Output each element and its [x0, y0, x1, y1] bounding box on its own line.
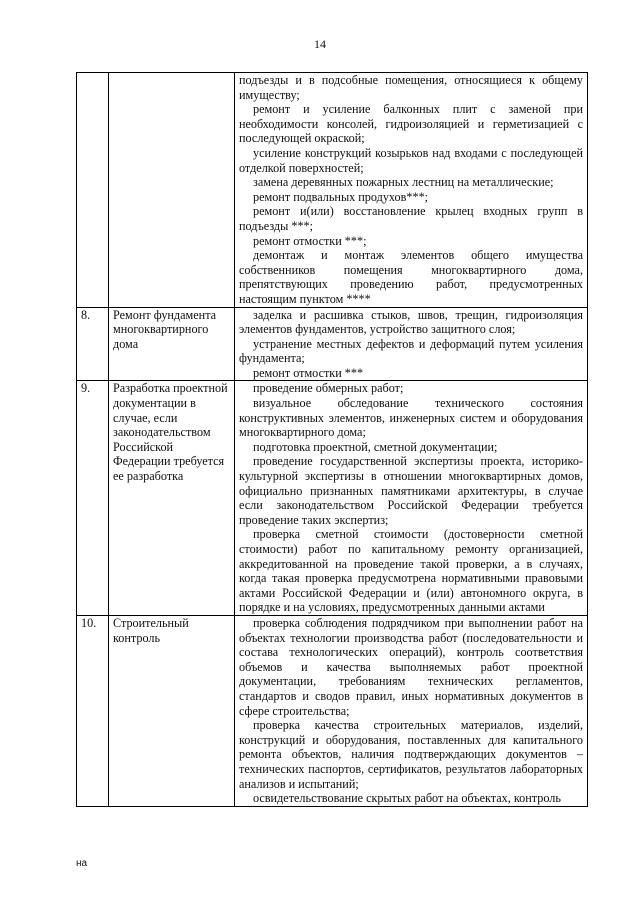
- table-row: [77, 307, 588, 381]
- work-item: освидетельствование скрытых работ на объектах, контроль: [253, 791, 561, 806]
- works-list: [235, 307, 588, 381]
- work-item: ремонт подвальных продухов***;: [253, 189, 429, 204]
- work-type-name: [109, 73, 235, 308]
- work-item: проверка сметной стоимости (достоверности сметной стоимости) работ по капитальному ремонту организацией, аккредитованной на проведение такой проверки, а в случаях, когда такая проверка предусмотрена нормативными правовыми актами Российской Федерации и (или) автономного округа, в порядке и на условиях, предусмотренных данными актами: [239, 527, 583, 615]
- work-item: замена деревянных пожарных лестниц на металлические;: [253, 175, 554, 190]
- work-item: ремонт и(или) восстановление крылец входных групп в подъезды ***;: [239, 204, 583, 233]
- work-item: заделка и расшивка стыков, швов, трещин, гидроизоляция элементов фундаментов, устройство защитного слоя;: [239, 307, 583, 337]
- row-number: 10.: [77, 615, 109, 806]
- row-number: 9.: [77, 381, 109, 616]
- work-type-name: Ремонт фундамента многоквартирного дома: [109, 307, 235, 381]
- table-row: [77, 381, 588, 616]
- work-type-name: Строительный контроль: [109, 615, 235, 806]
- works-list: [235, 381, 588, 616]
- works-list: [235, 73, 588, 308]
- table-row: [77, 73, 588, 308]
- work-item: проверка соблюдения подрядчиком при выполнении работ на объектах технологии производства работ (последовательности и состава технологических операций), контроль соответствия объемов и качества выполняемых работ проектной документации, требованиям технических регламентов, стандартов и сводов правил, иных нормативных документов в сфере строительства;: [239, 615, 583, 718]
- work-item: проведение обмерных работ;: [253, 381, 404, 396]
- footer-text: на: [76, 858, 88, 869]
- work-item: ремонт отмостки ***: [253, 365, 364, 380]
- work-item: визуальное обследование технического состояния конструктивных элементов, инженерных систем и оборудования многоквартирного дома;: [239, 396, 583, 440]
- row-number: 8.: [77, 307, 109, 381]
- work-item: проверка качества строительных материалов, изделий, конструкций и оборудования, поставленных для капитального ремонта объектов, наличия подтверждающих документов – технических паспортов, сертификатов, результатов лабораторных анализов и испытаний;: [239, 718, 583, 791]
- work-item: подготовка проектной, сметной документации;: [253, 439, 498, 454]
- table-row: [77, 615, 588, 806]
- work-item: ремонт и усиление балконных плит с заменой при необходимости консолей, гидроизоляцией и герметизацией с последующей окраской;: [239, 102, 583, 146]
- work-item: демонтаж и монтаж элементов общего имущества собственников помещения многоквартирного дома, препятствующих проведению работ, предусмотренных настоящим пунктом ****: [239, 248, 583, 306]
- works-table: [76, 72, 588, 807]
- row-number: [77, 73, 109, 308]
- page-number: 14: [314, 37, 326, 51]
- work-item: устранение местных дефектов и деформаций путем усиления фундамента;: [239, 336, 583, 366]
- work-item: проведение государственной экспертизы проекта, историко-культурной экспертизы в отношении многоквартирных домов, официально признанных памятниками архитектуры, в случае если законодательством Российской Федерации требуется проведение таких экспертиз;: [239, 454, 583, 527]
- work-item: ремонт отмостки ***;: [253, 233, 367, 248]
- work-type-name: Разработка проектной документации в случае, если законодательством Российской Федерации требуется ее разработка: [109, 381, 235, 616]
- work-item: подъезды и в подсобные помещения, относящиеся к общему имуществу;: [239, 73, 583, 102]
- works-list: [235, 615, 588, 806]
- work-item: усиление конструкций козырьков над входами с последующей отделкой поверхностей;: [239, 145, 583, 175]
